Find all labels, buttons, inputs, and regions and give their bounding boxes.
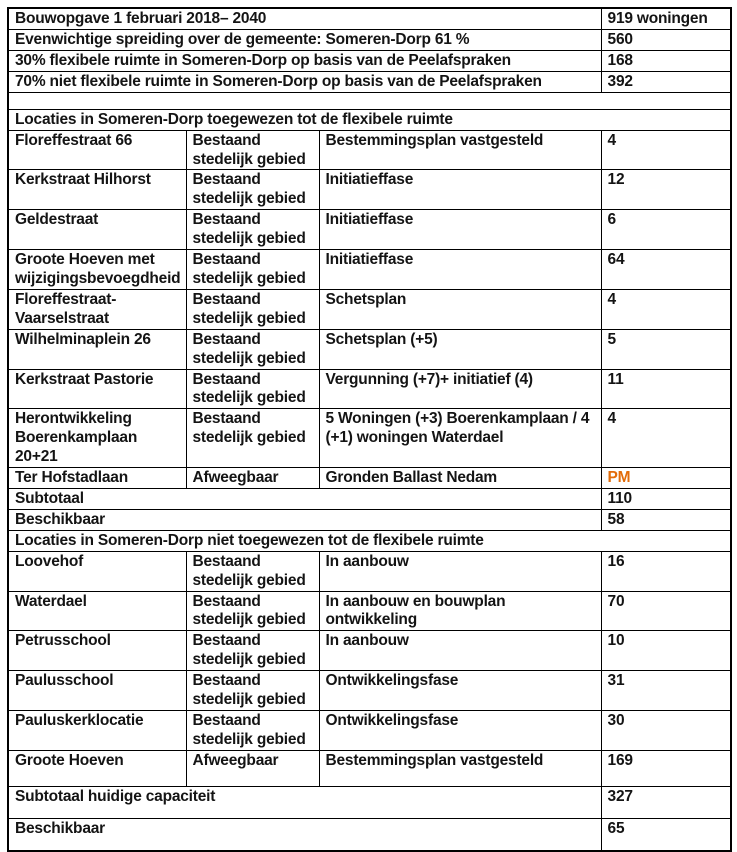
spacer-cell xyxy=(8,92,731,109)
summary-label: 70% niet flexibele ruimte in Someren-Dorp op basis van de Peelafspraken xyxy=(8,71,601,92)
pm-value: PM xyxy=(601,468,731,489)
count-cell: 6 xyxy=(601,210,731,250)
area-type-cell: Bestaand stedelijk gebied xyxy=(186,409,319,468)
location-cell: Paulusschool xyxy=(8,671,186,711)
location-cell: Groote Hoeven met wijzigingsbevoegdheid xyxy=(8,250,186,290)
summary-label: Evenwichtige spreiding over de gemeente: Someren-Dorp 61 % xyxy=(8,29,601,50)
summary-value: 392 xyxy=(601,71,731,92)
count-cell: 4 xyxy=(601,289,731,329)
count-cell: 31 xyxy=(601,671,731,711)
count-cell: 10 xyxy=(601,631,731,671)
location-cell: Waterdael xyxy=(8,591,186,631)
available-row xyxy=(8,818,731,851)
count-cell: 12 xyxy=(601,170,731,210)
summary-value: 168 xyxy=(601,50,731,71)
total-woningen-value: 919 woningen xyxy=(601,8,731,29)
area-type-cell: Bestaand stedelijk gebied xyxy=(186,250,319,290)
location-cell: Wilhelminaplein 26 xyxy=(8,329,186,369)
location-cell: Geldestraat xyxy=(8,210,186,250)
area-type-cell: Afweegbaar xyxy=(186,750,319,786)
table-row xyxy=(8,631,731,671)
table-row xyxy=(8,369,731,409)
area-type-cell: Bestaand stedelijk gebied xyxy=(186,130,319,170)
location-cell: Floreffestraat- Vaarselstraat xyxy=(8,289,186,329)
count-cell: 64 xyxy=(601,250,731,290)
available-value: 58 xyxy=(601,509,731,530)
area-type-cell: Bestaand stedelijk gebied xyxy=(186,551,319,591)
available-value: 65 xyxy=(601,818,731,851)
status-cell: Bestemmingsplan vastgesteld xyxy=(319,130,601,170)
section2-header: Locaties in Someren-Dorp niet toegewezen tot de flexibele ruimte xyxy=(8,530,731,551)
location-cell: Petrusschool xyxy=(8,631,186,671)
summary-row xyxy=(8,8,731,29)
area-type-cell: Bestaand stedelijk gebied xyxy=(186,210,319,250)
count-cell: 5 xyxy=(601,329,731,369)
area-type-cell: Bestaand stedelijk gebied xyxy=(186,671,319,711)
table-row xyxy=(8,130,731,170)
subtotal-label: Subtotaal xyxy=(8,488,601,509)
status-cell: In aanbouw xyxy=(319,631,601,671)
location-cell: Loovehof xyxy=(8,551,186,591)
area-type-cell: Bestaand stedelijk gebied xyxy=(186,711,319,751)
status-cell: Vergunning (+7)+ initiatief (4) xyxy=(319,369,601,409)
spacer-row xyxy=(8,92,731,109)
status-cell: Schetsplan (+5) xyxy=(319,329,601,369)
summary-row xyxy=(8,71,731,92)
count-cell: 30 xyxy=(601,711,731,751)
summary-label: 30% flexibele ruimte in Someren-Dorp op basis van de Peelafspraken xyxy=(8,50,601,71)
status-cell: Bestemmingsplan vastgesteld xyxy=(319,750,601,786)
table-row xyxy=(8,329,731,369)
count-cell: 4 xyxy=(601,409,731,468)
bouwopgave-table xyxy=(7,7,732,852)
section-header-row xyxy=(8,530,731,551)
count-cell: 11 xyxy=(601,369,731,409)
available-label: Beschikbaar xyxy=(8,509,601,530)
section-header-row xyxy=(8,109,731,130)
table-row xyxy=(8,711,731,751)
location-cell: Floreffestraat 66 xyxy=(8,130,186,170)
count-cell: 4 xyxy=(601,130,731,170)
status-cell: 5 Woningen (+3) Boerenkamplaan / 4 (+1) woningen Waterdael xyxy=(319,409,601,468)
location-cell: Kerkstraat Hilhorst xyxy=(8,170,186,210)
status-cell: Ontwikkelingsfase xyxy=(319,671,601,711)
status-cell: Gronden Ballast Nedam xyxy=(319,468,601,489)
status-cell: Initiatieffase xyxy=(319,210,601,250)
table-row xyxy=(8,591,731,631)
table-row xyxy=(8,250,731,290)
summary-row xyxy=(8,29,731,50)
area-type-cell: Bestaand stedelijk gebied xyxy=(186,170,319,210)
status-cell: In aanbouw xyxy=(319,551,601,591)
location-cell: Ter Hofstadlaan xyxy=(8,468,186,489)
status-cell: Initiatieffase xyxy=(319,250,601,290)
table-row xyxy=(8,170,731,210)
table-row xyxy=(8,468,731,489)
subtotal-label: Subtotaal huidige capaciteit xyxy=(8,786,601,818)
status-cell: In aanbouw en bouwplan ontwikkeling xyxy=(319,591,601,631)
available-row xyxy=(8,509,731,530)
table-row xyxy=(8,289,731,329)
area-type-cell: Bestaand stedelijk gebied xyxy=(186,329,319,369)
area-type-cell: Bestaand stedelijk gebied xyxy=(186,631,319,671)
location-cell: Groote Hoeven xyxy=(8,750,186,786)
area-type-cell: Afweegbaar xyxy=(186,468,319,489)
location-cell: Kerkstraat Pastorie xyxy=(8,369,186,409)
status-cell: Schetsplan xyxy=(319,289,601,329)
area-type-cell: Bestaand stedelijk gebied xyxy=(186,289,319,329)
count-cell: 70 xyxy=(601,591,731,631)
area-type-cell: Bestaand stedelijk gebied xyxy=(186,369,319,409)
summary-value: 560 xyxy=(601,29,731,50)
section1-header: Locaties in Someren-Dorp toegewezen tot de flexibele ruimte xyxy=(8,109,731,130)
count-cell: 16 xyxy=(601,551,731,591)
status-cell: Ontwikkelingsfase xyxy=(319,711,601,751)
count-cell: 169 xyxy=(601,750,731,786)
subtotal-value: 110 xyxy=(601,488,731,509)
subtotal-value: 327 xyxy=(601,786,731,818)
table-row xyxy=(8,551,731,591)
summary-row xyxy=(8,50,731,71)
table-row xyxy=(8,210,731,250)
subtotal-row xyxy=(8,786,731,818)
table-row xyxy=(8,409,731,468)
table-row xyxy=(8,671,731,711)
subtotal-row xyxy=(8,488,731,509)
table-title: Bouwopgave 1 februari 2018– 2040 xyxy=(8,8,601,29)
location-cell: Pauluskerklocatie xyxy=(8,711,186,751)
available-label: Beschikbaar xyxy=(8,818,601,851)
status-cell: Initiatieffase xyxy=(319,170,601,210)
table-row xyxy=(8,750,731,786)
location-cell: Herontwikkeling Boerenkamplaan 20+21 xyxy=(8,409,186,468)
area-type-cell: Bestaand stedelijk gebied xyxy=(186,591,319,631)
